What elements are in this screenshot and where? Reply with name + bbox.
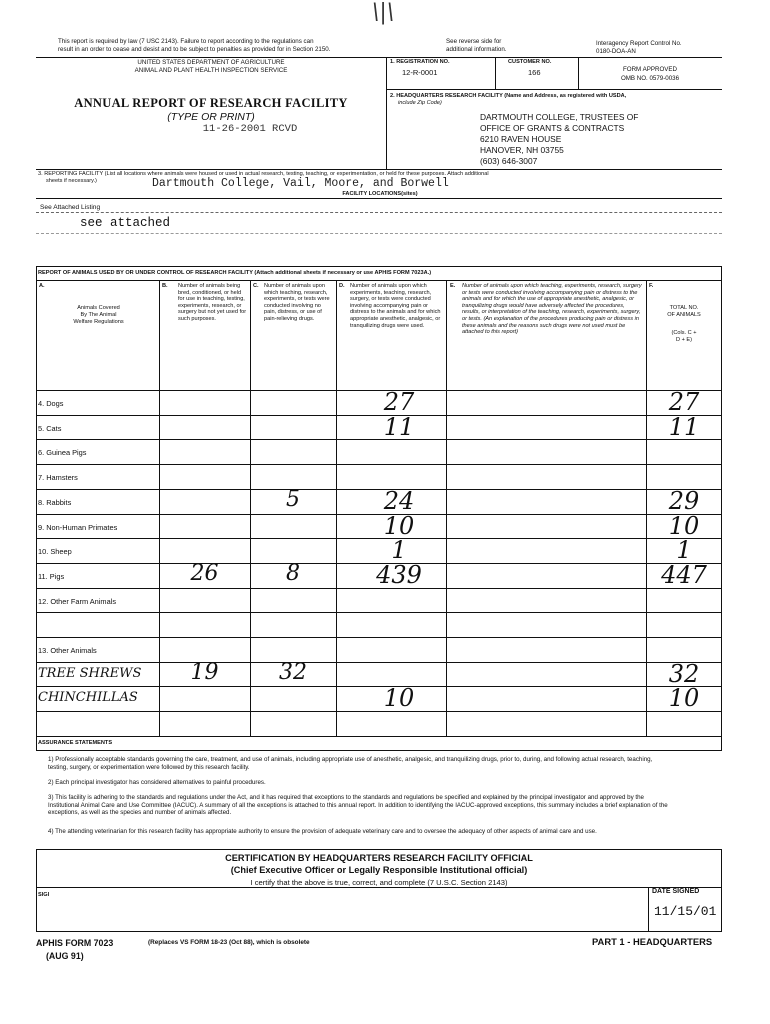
col-b-text: Number of animals being bred, conditioned, or held for use in teaching, testing, experiments, research, or surgery but not yet used for such purposes. — [178, 283, 247, 322]
assurance-statement-4: 4) The attending veterinarian for this research facility has appropriate authority to ensure the provision of adequate veterinary care and to oversee the adequacy of other aspects of animal care and use. — [48, 828, 597, 835]
assurance-statement-3: 3) This facility is adhering to the standards and regulations under the Act, and it has required that exceptions to the standards and regulations be specified and explained by the principal investigator and approved by the Institutional Animal Care and Use Committee (IACUC). A summary of all the exceptions is attached to this annual report. In addition to identifying the IACUC-approved exceptions, this summary includes a brief explanation of the exceptions, as well as the species and number of animals affected. — [48, 794, 668, 817]
col-d-letter: D. — [339, 283, 345, 289]
form-title: ANNUAL REPORT OF RESEARCH FACILITY — [74, 96, 348, 110]
facility-locations-label: FACILITY LOCATIONS(sites) — [342, 191, 418, 197]
row-label: 8. Rabbits — [38, 497, 72, 507]
interagency-control-line1: Interagency Report Control No. — [596, 40, 682, 47]
reverse-note-line2: additional information. — [446, 46, 507, 53]
col-f-line4: D + E) — [675, 337, 692, 343]
row-label: 6. Guinea Pigs — [38, 448, 87, 458]
cell-d: 11 — [383, 412, 415, 441]
col-c-letter: C. — [253, 283, 259, 289]
reporting-facility-value: Dartmouth College, Vail, Moore, and Borwell — [152, 177, 449, 190]
cell-f: 27 — [668, 388, 700, 416]
col-f-line2: OF ANIMALS — [667, 312, 701, 318]
cell-c: 32 — [279, 659, 307, 685]
certification-subtitle: (Chief Executive Officer or Legally Responsible Institutional official) — [230, 865, 528, 875]
row-label: TREE SHREWS — [38, 665, 142, 681]
cell-c: 5 — [286, 486, 300, 512]
hq-address-line2: HANOVER, NH 03755 — [480, 145, 564, 155]
row-label: 4. Dogs — [38, 399, 64, 408]
row-label: 7. Hamsters — [38, 473, 78, 483]
cell-f: 32 — [668, 659, 700, 688]
date-signed-label: DATE SIGNED — [652, 888, 700, 895]
legal-notice-line1: This report is required by law (7 USC 2143). Failure to report according to the regulations can — [58, 38, 314, 45]
cell-b: 19 — [190, 659, 219, 685]
form-subtitle: (TYPE OR PRINT) — [167, 111, 255, 123]
reporting-facility-label: 3. REPORTING FACILITY (List all locations where animals were housed or used in actual research, testing, teaching, or experimentation, or held for these purposes. Attach additional — [38, 171, 489, 177]
reporting-facility-label2: sheets if necessary.) — [46, 178, 97, 184]
footer-form-date: (AUG 91) — [46, 951, 84, 961]
assurance-heading: ASSURANCE STATEMENTS — [38, 740, 113, 746]
signature-label: SIGI — [38, 892, 50, 898]
col-c-text: Number of animals upon which teaching, research, experiments, or tests were conducted involving no pain, distress, or use of pain-relieving drugs. — [264, 283, 330, 322]
customer-no-value: 166 — [528, 68, 541, 77]
animals-report-heading: REPORT OF ANIMALS USED BY OR UNDER CONTROL OF RESEARCH FACILITY (Attach additional sheets if necessary or use APHIS FORM 7023A.) — [38, 270, 432, 276]
col-a-letter: A. — [39, 283, 45, 289]
cell-d: 24 — [383, 486, 415, 515]
see-attached-handwritten: see attached — [80, 216, 171, 230]
hq-name-line1: DARTMOUTH COLLEGE, TRUSTEES OF — [480, 112, 639, 122]
col-a-line2: By The Animal — [80, 312, 117, 318]
assurance-statement-1: 1) Professionally acceptable standards governing the care, treatment, and use of animals, including appropriate use of anesthetic, analgesic, and tranquilizing drugs, prior to, during, and following actual research, teaching, testing, surgery, or experimentation were followed by this research facility. — [48, 756, 653, 771]
certification-title: CERTIFICATION BY HEADQUARTERS RESEARCH FACILITY OFFICIAL — [225, 853, 533, 863]
form-approved-line1: FORM APPROVED — [623, 66, 677, 73]
received-stamp: 11-26-2001 RCVD — [202, 123, 298, 135]
hq-facility-label2: include Zip Code) — [398, 100, 442, 106]
col-e-text: Number of animals upon which teaching, experiments, research, surgery or tests were conducted involving accompanying pain or distress to the animals and for which the use of appropriate anesthetic, analgesic, or tranquilizing drugs would have adversely affected the procedures, results, or interpretation of the teaching, research, experiments, surgery, or tests. (An explanation of the procedures producing pain or distress in these animals and the reasons such drugs were not used must be attached to this report) — [462, 283, 642, 336]
row-label: 10. Sheep — [38, 547, 72, 557]
cell-f: 11 — [668, 412, 700, 441]
cell-f: 1 — [676, 536, 692, 565]
see-attached-listing: See Attached Listing — [40, 204, 101, 211]
date-signed-value: 11/15/01 — [654, 904, 717, 919]
hq-facility-label: 2. HEADQUARTERS RESEARCH FACILITY (Name and Address, as registered with USDA, — [390, 93, 627, 99]
cell-f: 10 — [668, 511, 700, 540]
cell-d: 439 — [376, 560, 422, 589]
col-f-letter: F. — [649, 283, 654, 289]
registration-no-label: 1. REGISTRATION NO. — [390, 59, 450, 65]
customer-no-label: CUSTOMER NO. — [508, 59, 552, 65]
cell-c: 8 — [286, 560, 300, 586]
col-f-line3: (Cols. C + — [671, 330, 697, 336]
col-a-line1: Animals Covered — [77, 305, 120, 311]
row-label: CHINCHILLAS — [38, 690, 138, 706]
hq-address-line1: 6210 RAVEN HOUSE — [480, 134, 562, 144]
cell-d: 27 — [383, 388, 415, 416]
cell-d: 10 — [383, 684, 415, 713]
row-label: 5. Cats — [38, 423, 62, 433]
interagency-control-line2: 0180-DOA-AN — [596, 48, 636, 55]
cell-f: 10 — [668, 684, 700, 713]
agency-line2: ANIMAL AND PLANT HEALTH INSPECTION SERVICE — [134, 67, 288, 74]
row-label: 12. Other Farm Animals — [38, 596, 117, 606]
cell-f: 29 — [668, 486, 700, 515]
registration-no-value: 12-R-0001 — [402, 68, 438, 77]
hq-name-line2: OFFICE OF GRANTS & CONTRACTS — [480, 123, 625, 133]
reverse-note-line1: See reverse side for — [446, 38, 502, 45]
agency-line1: UNITED STATES DEPARTMENT OF AGRICULTURE — [137, 59, 285, 66]
col-f-line1: TOTAL NO. — [669, 305, 699, 311]
row-label: 9. Non-Human Primates — [38, 522, 118, 532]
certification-text: I certify that the above is true, correct, and complete (7 U.S.C. Section 2143) — [250, 878, 508, 887]
cell-b: 26 — [190, 560, 219, 586]
col-e-letter: E. — [450, 283, 456, 289]
cell-d: 1 — [391, 536, 407, 565]
hq-phone: (603) 646-3007 — [480, 156, 538, 166]
legal-notice-line2: result in an order to cease and desist and to be subject to penalties as provided for in Section 2150. — [58, 46, 331, 53]
top-scribble: \|\ — [372, 0, 395, 25]
row-label: 11. Pigs — [38, 571, 65, 581]
footer-form-number: APHIS FORM 7023 — [36, 938, 114, 948]
col-d-text: Number of animals upon which experiments, teaching, research, surgery, or tests were conducted involving accompanying pain or distress to the animals and for which appropriate anesthetic, analgesic, or tranquilizing drugs were used. — [350, 283, 441, 329]
footer-replaces: (Replaces VS FORM 18-23 (Oct 88), which is obsolete — [148, 939, 310, 946]
row-label: 13. Other Animals — [38, 646, 97, 655]
cell-d: 10 — [383, 511, 415, 540]
col-a-line3: Welfare Regulations — [73, 319, 124, 325]
cell-f: 447 — [661, 560, 707, 589]
form-approved-line2: OMB NO. 0579-0036 — [620, 75, 680, 82]
assurance-statement-2: 2) Each principal investigator has considered alternatives to painful procedures. — [48, 779, 266, 786]
col-b-letter: B. — [162, 283, 168, 289]
footer-part: PART 1 - HEADQUARTERS — [592, 936, 713, 947]
